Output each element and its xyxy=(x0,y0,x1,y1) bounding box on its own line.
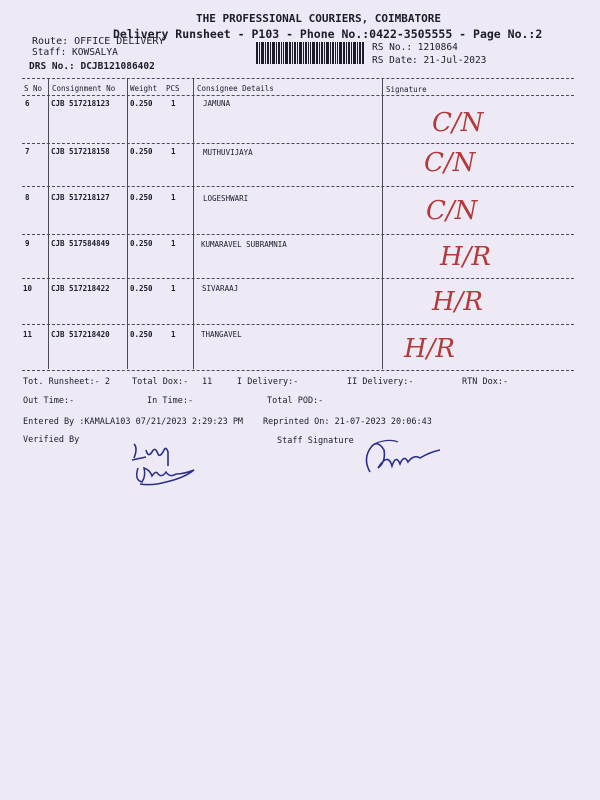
row-pcs: 1 xyxy=(171,99,176,108)
rs-date: RS Date: 21-Jul-2023 xyxy=(372,55,487,66)
row-sno: 10 xyxy=(23,284,33,293)
row-consignee: MUTHUVIJAYA xyxy=(203,148,253,157)
row-consignment: CJB 517218127 xyxy=(51,193,110,202)
row-consignment: CJB 517584849 xyxy=(51,239,110,248)
col-header-pcs: PCS xyxy=(166,84,180,93)
table-top-rule xyxy=(22,78,574,79)
row-signature: C/N xyxy=(426,196,478,226)
row-weight: 0.250 xyxy=(130,147,153,156)
i-delivery: I Delivery:- xyxy=(237,377,299,387)
row-weight: 0.250 xyxy=(130,330,153,339)
table-header-rule xyxy=(22,95,574,96)
company-name: THE PROFESSIONAL COURIERS, COIMBATORE xyxy=(196,12,442,25)
row-rule xyxy=(22,278,574,279)
rs-number: RS No.: 1210864 xyxy=(372,42,458,53)
col-header-consignee: Consignee Details xyxy=(197,84,274,93)
row-consignee: KUMARAVEL SUBRAMNIA xyxy=(201,240,287,249)
col-header-consignment: Consignment No xyxy=(52,84,116,93)
row-consignee: LOGESHWARI xyxy=(203,194,249,203)
row-rule xyxy=(22,186,574,187)
total-pod: Total POD:- xyxy=(267,396,324,406)
row-consignment: CJB 517218123 xyxy=(51,99,110,108)
runsheet-title: Delivery Runsheet - P103 - Phone No.:0422-3505555 - Page No.:2 xyxy=(113,27,543,41)
row-pcs: 1 xyxy=(171,330,176,339)
col-header-sno: S No xyxy=(24,84,43,93)
row-weight: 0.250 xyxy=(130,99,153,108)
staff-signature-label: Staff Signature xyxy=(277,436,354,446)
row-signature: H/R xyxy=(440,242,492,272)
drs-number: DRS No.: DCJB121086402 xyxy=(29,61,155,72)
out-time: Out Time:- xyxy=(23,396,75,406)
row-sno: 11 xyxy=(23,330,33,339)
row-sno: 6 xyxy=(25,99,30,108)
column-divider xyxy=(382,79,383,369)
col-header-signature: Signature xyxy=(386,85,427,94)
table-bottom-rule xyxy=(22,370,574,371)
row-signature: C/N xyxy=(432,108,484,138)
verified-by-label: Verified By xyxy=(23,435,80,445)
row-weight: 0.250 xyxy=(130,284,153,293)
verified-signature xyxy=(124,436,208,492)
row-signature: H/R xyxy=(432,287,484,317)
reprinted-on: Reprinted On: 21-07-2023 20:06:43 xyxy=(263,417,432,427)
tot-runsheet: Tot. Runsheet:- 2 xyxy=(23,377,110,387)
column-divider xyxy=(193,79,194,369)
row-weight: 0.250 xyxy=(130,239,153,248)
entered-by: Entered By :KAMALA103 07/21/2023 2:29:23 PM xyxy=(23,417,244,427)
row-consignee: THANGAVEL xyxy=(201,330,242,339)
row-sno: 7 xyxy=(25,147,30,156)
in-time: In Time:- xyxy=(147,396,194,406)
total-dox-value: 11 xyxy=(202,377,213,387)
col-header-weight: Weight xyxy=(130,84,158,93)
row-pcs: 1 xyxy=(171,284,176,293)
row-rule xyxy=(22,143,574,144)
staff-label: Staff: KOWSALYA xyxy=(32,47,118,58)
staff-signature-mark xyxy=(358,432,448,480)
column-divider xyxy=(48,79,49,369)
row-consignee: JAMUNA xyxy=(203,99,231,108)
row-sno: 9 xyxy=(25,239,30,248)
rtn-dox: RTN Dox:- xyxy=(462,377,509,387)
row-consignment: CJB 517218420 xyxy=(51,330,110,339)
row-pcs: 1 xyxy=(171,147,176,156)
row-consignment: CJB 517218158 xyxy=(51,147,110,156)
total-dox-label: Total Dox:- xyxy=(132,377,189,387)
ii-delivery: II Delivery:- xyxy=(347,377,414,387)
column-divider xyxy=(127,79,128,369)
barcode xyxy=(256,42,364,64)
row-pcs: 1 xyxy=(171,239,176,248)
row-sno: 8 xyxy=(25,193,30,202)
row-consignment: CJB 517218422 xyxy=(51,284,110,293)
row-weight: 0.250 xyxy=(130,193,153,202)
row-pcs: 1 xyxy=(171,193,176,202)
route-label: Route: OFFICE DELIVERY xyxy=(32,36,165,47)
row-signature: C/N xyxy=(424,148,476,178)
row-rule xyxy=(22,324,574,325)
row-consignee: SIVARAAJ xyxy=(202,284,239,293)
row-signature: H/R xyxy=(404,334,456,364)
row-rule xyxy=(22,234,574,235)
